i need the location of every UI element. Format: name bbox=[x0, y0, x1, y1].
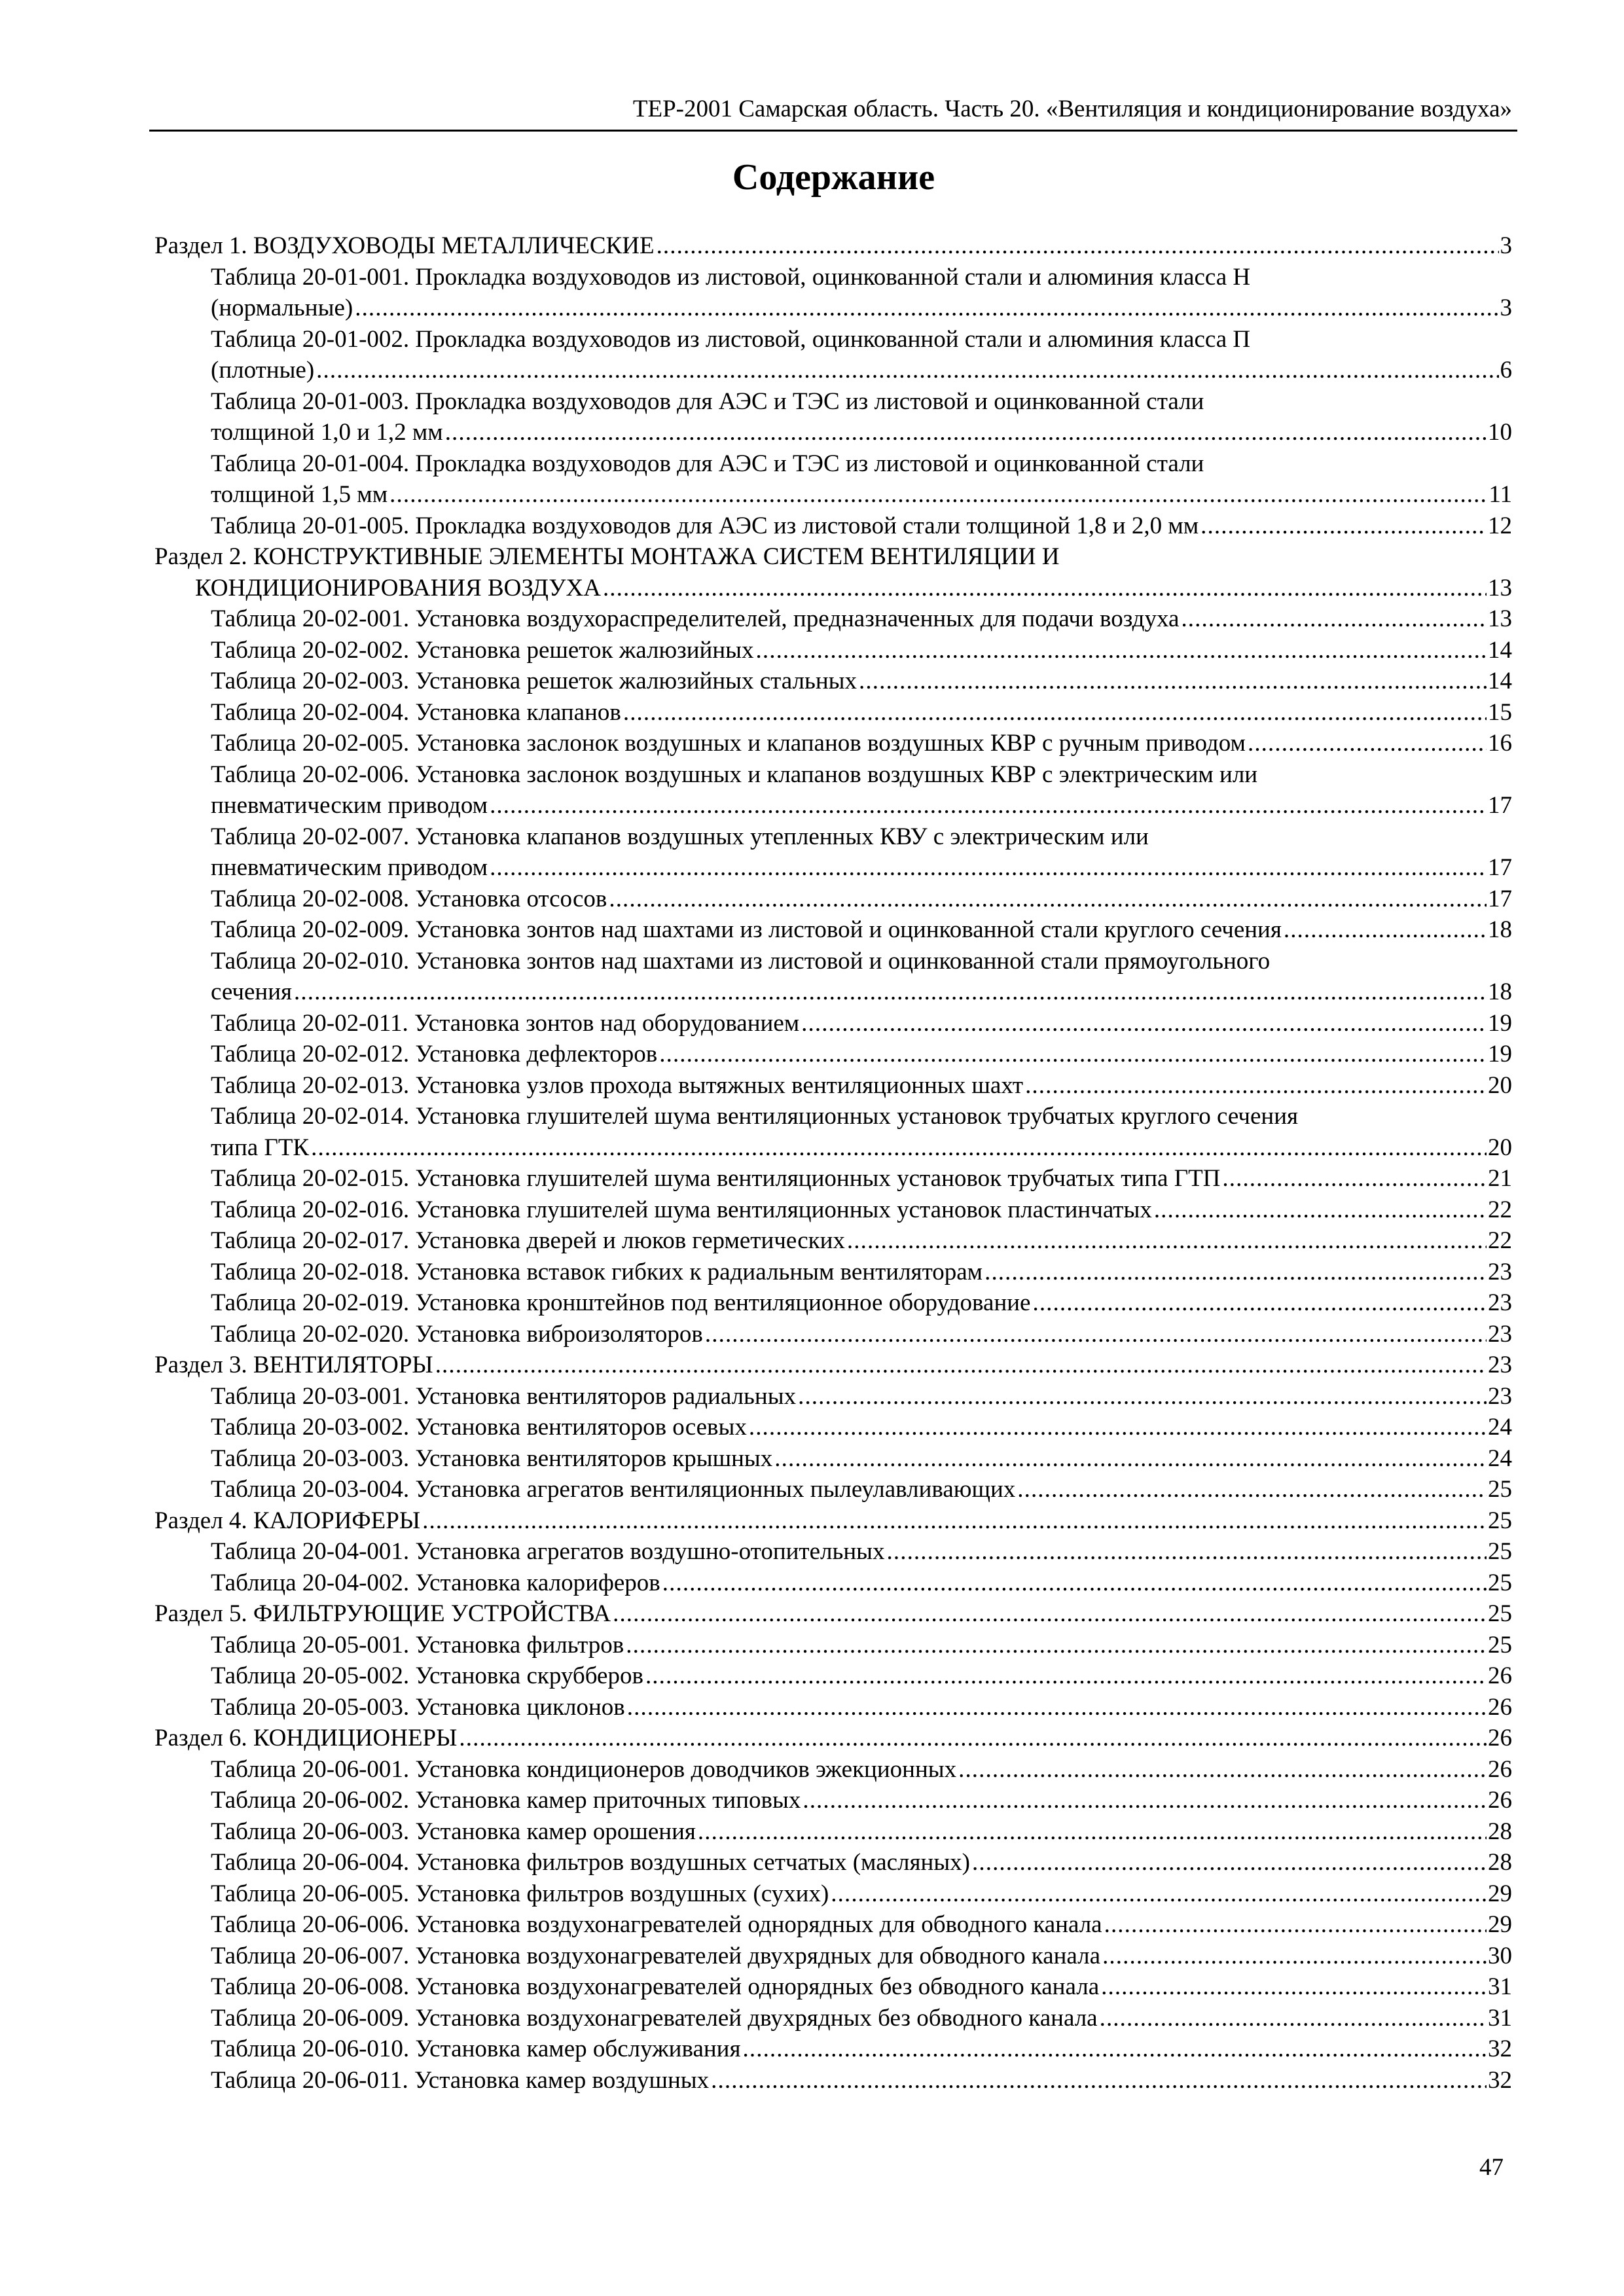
toc-entry-line bbox=[154, 1692, 1512, 1723]
dot-leader bbox=[1154, 1194, 1487, 1226]
toc-page-number: 29 bbox=[1488, 1880, 1512, 1907]
toc-entry-text: Таблица 20-02-012. Установка дефлекторов bbox=[211, 1041, 658, 1067]
toc-table-entry[interactable] bbox=[154, 1660, 1512, 1692]
toc-entry-line bbox=[154, 603, 1512, 635]
toc-table-entry[interactable] bbox=[154, 324, 1512, 386]
toc-entry-text: Раздел 3. ВЕНТИЛЯТОРЫ bbox=[154, 1352, 433, 1378]
toc-page-number: 32 bbox=[1488, 2036, 1512, 2062]
toc-page-number: 26 bbox=[1488, 1755, 1512, 1783]
toc-entry-line bbox=[154, 635, 1512, 666]
toc-entry-line bbox=[154, 417, 1512, 448]
toc-entry-line bbox=[154, 355, 1512, 386]
toc-table-entry[interactable] bbox=[154, 635, 1512, 666]
toc-entry-text: Таблица 20-03-001. Установка вентиляторов радиальных bbox=[211, 1382, 797, 1410]
toc-entry-text: (плотные) bbox=[211, 357, 315, 384]
toc-page-number: 25 bbox=[1488, 1569, 1512, 1596]
toc-entry-text: Таблица 20-05-002. Установка скрубберов bbox=[211, 1662, 643, 1689]
dot-leader bbox=[445, 417, 1487, 448]
toc-page-number: 6 bbox=[1500, 357, 1512, 384]
toc-table-entry[interactable] bbox=[154, 884, 1512, 915]
toc-entry-line bbox=[154, 1039, 1512, 1070]
dot-leader bbox=[355, 293, 1498, 324]
toc-table-entry[interactable] bbox=[154, 1941, 1512, 1972]
toc-table-entry[interactable] bbox=[154, 1536, 1512, 1568]
toc-section[interactable] bbox=[154, 541, 1512, 603]
toc-entry-text: Таблица 20-06-002. Установка камер приточных типовых bbox=[211, 1787, 801, 1814]
toc-entry-line bbox=[154, 2003, 1512, 2034]
dot-leader bbox=[1104, 1909, 1487, 1941]
toc-page-number: 17 bbox=[1488, 854, 1512, 881]
toc-entry-line bbox=[154, 1909, 1512, 1941]
toc-page-number: 28 bbox=[1488, 1818, 1512, 1845]
dot-leader bbox=[958, 1754, 1487, 1785]
toc-page-number: 24 bbox=[1488, 1414, 1512, 1441]
toc-table-entry[interactable] bbox=[154, 1443, 1512, 1475]
toc-table-entry[interactable] bbox=[154, 666, 1512, 697]
toc-page-number: 16 bbox=[1488, 730, 1512, 757]
toc-entry-text: Таблица 20-03-002. Установка вентиляторов осевых bbox=[211, 1414, 747, 1441]
toc-page-number: 25 bbox=[1488, 1631, 1512, 1659]
toc-page-number: 23 bbox=[1488, 1320, 1512, 1348]
toc-entry-line bbox=[154, 1008, 1512, 1039]
toc-entry-text: Таблица 20-06-006. Установка воздухонагревателей однорядных для обводного канала bbox=[211, 1911, 1102, 1938]
toc-entry-text: Таблица 20-04-001. Установка агрегатов воздушно-отопительных bbox=[211, 1538, 885, 1565]
toc-page-number: 23 bbox=[1488, 1352, 1512, 1378]
toc-entry-text: Таблица 20-06-008. Установка воздухонагревателей однорядных без обводного канала bbox=[211, 1973, 1100, 2000]
toc-section[interactable] bbox=[154, 1505, 1512, 1537]
toc-table-entry[interactable] bbox=[154, 1878, 1512, 1910]
toc-table-entry[interactable] bbox=[154, 759, 1512, 821]
dot-leader bbox=[698, 1816, 1487, 1848]
toc-page-number: 30 bbox=[1488, 1942, 1512, 1969]
toc-table-entry[interactable] bbox=[154, 1287, 1512, 1319]
dot-leader bbox=[645, 1660, 1487, 1692]
toc-section[interactable] bbox=[154, 1350, 1512, 1381]
toc-table-entry[interactable] bbox=[154, 1909, 1512, 1941]
toc-table-entry[interactable] bbox=[154, 2003, 1512, 2034]
toc-page-number: 26 bbox=[1488, 1662, 1512, 1689]
dot-leader bbox=[1102, 1941, 1487, 1972]
toc-entry-text: Таблица 20-02-005. Установка заслонок воздушных и клапанов воздушных КВР с ручным приводом bbox=[211, 730, 1246, 757]
toc-entry-text: (нормальные) bbox=[211, 295, 353, 321]
toc-entry-text: Таблица 20-06-007. Установка воздухонагревателей двухрядных для обводного канала bbox=[211, 1942, 1101, 1969]
dot-leader bbox=[311, 1132, 1487, 1164]
toc-entry-text: Таблица 20-06-005. Установка фильтров воздушных (сухих) bbox=[211, 1880, 829, 1907]
toc-entry-line bbox=[154, 1474, 1512, 1505]
toc-entry-line bbox=[154, 1412, 1512, 1443]
toc-entry-text: Таблица 20-02-007. Установка клапанов воздушных утепленных КВУ с электрическим или bbox=[211, 823, 1149, 850]
toc-page-number: 3 bbox=[1500, 232, 1512, 259]
toc-table-entry[interactable] bbox=[154, 1194, 1512, 1226]
toc-table-entry[interactable] bbox=[154, 1163, 1512, 1194]
toc-entry-text: типа ГТК bbox=[211, 1134, 310, 1161]
dot-leader bbox=[659, 1039, 1487, 1070]
dot-leader bbox=[389, 479, 1487, 511]
dot-leader bbox=[1025, 1070, 1487, 1102]
toc-entry-line bbox=[154, 666, 1512, 697]
toc-table-entry[interactable] bbox=[154, 1412, 1512, 1443]
dot-leader bbox=[705, 1319, 1487, 1350]
toc-table-entry[interactable] bbox=[154, 1692, 1512, 1723]
toc-page-number: 26 bbox=[1488, 1693, 1512, 1721]
toc-table-entry[interactable] bbox=[154, 1816, 1512, 1848]
toc-page-number: 11 bbox=[1489, 481, 1512, 508]
toc-entry-line bbox=[154, 1194, 1512, 1226]
toc-entry-text: КОНДИЦИОНИРОВАНИЯ ВОЗДУХА bbox=[195, 574, 601, 601]
toc-table-entry[interactable] bbox=[154, 1754, 1512, 1785]
toc-page-number: 25 bbox=[1488, 1507, 1512, 1534]
toc-page-number: 26 bbox=[1488, 1787, 1512, 1814]
toc-page-number: 31 bbox=[1488, 2004, 1512, 2032]
toc-table-entry[interactable] bbox=[154, 511, 1512, 542]
dot-leader bbox=[798, 1381, 1487, 1412]
toc-table-entry[interactable] bbox=[154, 1474, 1512, 1505]
toc-entry-line bbox=[154, 1816, 1512, 1848]
page-number: 47 bbox=[1479, 2154, 1504, 2181]
toc-page-number: 19 bbox=[1488, 1041, 1512, 1067]
toc-entry-text: Таблица 20-06-004. Установка фильтров воздушных сетчатых (масляных) bbox=[211, 1849, 971, 1876]
toc-table-entry[interactable] bbox=[154, 821, 1512, 884]
toc-table-entry[interactable] bbox=[154, 1630, 1512, 1661]
toc-entry-line bbox=[154, 1754, 1512, 1785]
toc-table-entry[interactable] bbox=[154, 697, 1512, 728]
toc-table-entry[interactable] bbox=[154, 946, 1512, 1008]
toc-entry-line bbox=[154, 2034, 1512, 2065]
dot-leader bbox=[749, 1412, 1487, 1443]
toc-entry-line bbox=[154, 884, 1512, 915]
dot-leader bbox=[1200, 511, 1487, 542]
toc-table-entry[interactable] bbox=[154, 1039, 1512, 1070]
toc-entry-text: Таблица 20-02-008. Установка отсосов bbox=[211, 885, 607, 912]
toc-entry-text: Таблица 20-01-001. Прокладка воздуховодов из листовой, оцинкованной стали и алюминия класса Н bbox=[211, 263, 1251, 291]
toc-page-number: 26 bbox=[1488, 1725, 1512, 1751]
toc-page-number: 22 bbox=[1488, 1227, 1512, 1254]
toc-entry-text: Таблица 20-06-003. Установка камер орошения bbox=[211, 1818, 696, 1845]
toc-entry-text: сечения bbox=[211, 978, 293, 1005]
dot-leader bbox=[613, 1598, 1487, 1630]
toc-entry-text: Таблица 20-01-002. Прокладка воздуховодов из листовой, оцинкованной стали и алюминия класса П bbox=[211, 325, 1251, 353]
toc-entry-line bbox=[154, 790, 1512, 821]
toc-entry-text: Раздел 1. ВОЗДУХОВОДЫ МЕТАЛЛИЧЕСКИЕ bbox=[154, 232, 655, 259]
toc-page-number: 13 bbox=[1488, 574, 1512, 601]
dot-leader bbox=[1222, 1163, 1487, 1194]
toc-entry-text: пневматическим приводом bbox=[211, 792, 488, 819]
toc-entry-text: Таблица 20-02-004. Установка клапанов bbox=[211, 698, 621, 726]
toc-page-number: 21 bbox=[1488, 1165, 1512, 1192]
toc-page-number: 18 bbox=[1488, 916, 1512, 943]
toc-page-number: 31 bbox=[1488, 1973, 1512, 2000]
toc-entry-line bbox=[154, 1878, 1512, 1910]
dot-leader bbox=[1017, 1474, 1487, 1505]
dot-leader bbox=[711, 2065, 1487, 2096]
toc-entry-line bbox=[154, 511, 1512, 542]
toc-page-number: 19 bbox=[1488, 1009, 1512, 1037]
toc-entry-text: Таблица 20-02-019. Установка кронштейнов под вентиляционное оборудование bbox=[211, 1289, 1031, 1316]
toc-entry-line bbox=[154, 1070, 1512, 1102]
toc-entry-line bbox=[154, 573, 1512, 604]
toc-entry-line bbox=[154, 1443, 1512, 1475]
toc-entry-text: Таблица 20-02-002. Установка решеток жалюзийных bbox=[211, 636, 754, 664]
toc-entry-text: пневматическим приводом bbox=[211, 854, 488, 881]
toc-entry-line bbox=[154, 1785, 1512, 1816]
dot-leader bbox=[1248, 728, 1487, 759]
toc-section[interactable] bbox=[154, 230, 1512, 262]
toc-page-number: 17 bbox=[1488, 792, 1512, 819]
dot-leader bbox=[490, 852, 1487, 884]
toc-entry-text: Таблица 20-06-001. Установка кондиционеров доводчиков эжекционных bbox=[211, 1755, 957, 1783]
toc-entry-text: Таблица 20-02-018. Установка вставок гибких к радиальным вентиляторам bbox=[211, 1258, 983, 1285]
toc-page-number: 3 bbox=[1500, 295, 1512, 321]
toc-entry-text: Раздел 4. КАЛОРИФЕРЫ bbox=[154, 1507, 421, 1534]
toc-page-number: 29 bbox=[1488, 1911, 1512, 1938]
dot-leader bbox=[1284, 914, 1487, 946]
dot-leader bbox=[859, 666, 1487, 697]
running-header: ТЕР-2001 Самарская область. Часть 20. «Вентиляция и кондиционирование воздуха» bbox=[632, 96, 1512, 122]
toc-entry-line bbox=[154, 1660, 1512, 1692]
toc-entry-text: Таблица 20-02-009. Установка зонтов над шахтами из листовой и оцинкованной стали круглого сечения bbox=[211, 916, 1282, 943]
toc-table-entry[interactable] bbox=[154, 1008, 1512, 1039]
toc-table-entry[interactable] bbox=[154, 1971, 1512, 2003]
toc-page-number: 23 bbox=[1488, 1382, 1512, 1410]
toc-page-number: 32 bbox=[1488, 2066, 1512, 2094]
toc-section[interactable] bbox=[154, 1598, 1512, 1630]
toc-entry-text: Таблица 20-02-015. Установка глушителей шума вентиляционных установок трубчатых типа ГТП bbox=[211, 1165, 1221, 1192]
toc-entry-line bbox=[154, 1225, 1512, 1257]
toc-entry-text: Таблица 20-02-003. Установка решеток жалюзийных стальных bbox=[211, 668, 857, 694]
toc-entry-line bbox=[154, 977, 1512, 1008]
toc-table-entry[interactable] bbox=[154, 1257, 1512, 1288]
toc-entry-text: Таблица 20-02-017. Установка дверей и люков герметических bbox=[211, 1227, 845, 1254]
page-title: Содержание bbox=[732, 157, 935, 198]
dot-leader bbox=[1181, 603, 1487, 635]
toc-entry-line bbox=[154, 2065, 1512, 2096]
toc-entry-text: Таблица 20-02-006. Установка заслонок воздушных и клапанов воздушных КВР с электрическим или bbox=[211, 761, 1258, 788]
toc-table-entry[interactable] bbox=[154, 262, 1512, 324]
toc-page-number: 24 bbox=[1488, 1444, 1512, 1472]
dot-leader bbox=[662, 1568, 1487, 1599]
toc-entry-line bbox=[154, 1568, 1512, 1599]
dot-leader bbox=[847, 1225, 1487, 1257]
toc-table-entry[interactable] bbox=[154, 2034, 1512, 2065]
toc-table-entry[interactable] bbox=[154, 448, 1512, 511]
toc-entry-text: Раздел 6. КОНДИЦИОНЕРЫ bbox=[154, 1725, 458, 1751]
toc-entry-text: Таблица 20-02-011. Установка зонтов над оборудованием bbox=[211, 1009, 800, 1037]
toc-table-entry[interactable] bbox=[154, 1319, 1512, 1350]
toc-entry-text: толщиной 1,0 и 1,2 мм bbox=[211, 419, 443, 446]
toc-page-number: 15 bbox=[1488, 698, 1512, 726]
toc-entry-text: Таблица 20-02-001. Установка воздухораспределителей, предназначенных для подачи воздуха bbox=[211, 605, 1180, 632]
dot-leader bbox=[801, 1008, 1487, 1039]
toc-table-entry[interactable] bbox=[154, 1225, 1512, 1257]
toc-entry-line bbox=[154, 1598, 1512, 1630]
dot-leader bbox=[316, 355, 1498, 386]
dot-leader bbox=[490, 790, 1487, 821]
dot-leader bbox=[774, 1443, 1487, 1475]
toc-entry-text: Таблица 20-02-016. Установка глушителей шума вентиляционных установок пластинчатых bbox=[211, 1196, 1152, 1223]
toc-table-entry[interactable] bbox=[154, 1070, 1512, 1102]
dot-leader bbox=[294, 977, 1487, 1008]
dot-leader bbox=[984, 1257, 1487, 1288]
toc-entry-line bbox=[154, 1847, 1512, 1878]
toc-page-number: 22 bbox=[1488, 1196, 1512, 1223]
toc-page-number: 17 bbox=[1488, 885, 1512, 912]
toc-table-entry[interactable] bbox=[154, 2065, 1512, 2096]
toc-entry-line bbox=[154, 1163, 1512, 1194]
dot-leader bbox=[1101, 1971, 1487, 2003]
dot-leader bbox=[603, 573, 1487, 604]
toc-table-entry[interactable] bbox=[154, 386, 1512, 448]
dot-leader bbox=[627, 1692, 1487, 1723]
dot-leader bbox=[831, 1878, 1487, 1910]
dot-leader bbox=[803, 1785, 1487, 1816]
dot-leader bbox=[887, 1536, 1487, 1568]
toc-entry-text: Таблица 20-06-009. Установка воздухонагревателей двухрядных без обводного канала bbox=[211, 2004, 1098, 2032]
toc-page-number: 23 bbox=[1488, 1289, 1512, 1316]
toc-table-entry[interactable] bbox=[154, 914, 1512, 946]
toc-entry-text: Таблица 20-03-003. Установка вентиляторов крышных bbox=[211, 1444, 773, 1472]
dot-leader bbox=[435, 1350, 1487, 1381]
header-rule bbox=[149, 130, 1517, 132]
toc-entry-text: Раздел 2. КОНСТРУКТИВНЫЕ ЭЛЕМЕНТЫ МОНТАЖА СИСТЕМ ВЕНТИЛЯЦИИ И bbox=[154, 543, 1060, 570]
toc-entry-line bbox=[154, 728, 1512, 759]
toc-entry-line bbox=[154, 697, 1512, 728]
toc-entry-text: Таблица 20-01-005. Прокладка воздуховодов для АЭС из листовой стали толщиной 1,8 и 2,0 мм bbox=[211, 512, 1199, 539]
dot-leader bbox=[972, 1847, 1487, 1878]
toc-page-number: 20 bbox=[1488, 1071, 1512, 1099]
dot-leader bbox=[1032, 1287, 1487, 1319]
toc-entry-line bbox=[154, 1505, 1512, 1537]
toc-entry-line bbox=[154, 1536, 1512, 1568]
toc-entry-line bbox=[154, 1971, 1512, 2003]
toc-table-entry[interactable] bbox=[154, 1785, 1512, 1816]
toc-entry-text: Раздел 5. ФИЛЬТРУЮЩИЕ УСТРОЙСТВА bbox=[154, 1600, 611, 1627]
toc-entry-line bbox=[154, 1287, 1512, 1319]
toc-entry-line bbox=[154, 1630, 1512, 1661]
toc-entry-text: Таблица 20-03-004. Установка агрегатов вентиляционных пылеулавливающих bbox=[211, 1476, 1016, 1503]
toc-entry-text: Таблица 20-04-002. Установка калориферов bbox=[211, 1569, 660, 1596]
toc-entry-text: Таблица 20-01-004. Прокладка воздуховодов для АЭС и ТЭС из листовой и оцинкованной стали bbox=[211, 450, 1204, 477]
toc-entry-line bbox=[154, 1381, 1512, 1412]
toc-entry-text: Таблица 20-01-003. Прокладка воздуховодов для АЭС и ТЭС из листовой и оцинкованной стали bbox=[211, 387, 1204, 415]
toc-entry-line bbox=[154, 914, 1512, 946]
toc-page-number: 25 bbox=[1488, 1600, 1512, 1627]
toc-page-number: 12 bbox=[1488, 512, 1512, 539]
toc-table-entry[interactable] bbox=[154, 1101, 1512, 1163]
dot-leader bbox=[626, 1630, 1487, 1661]
toc-entry-line bbox=[154, 1941, 1512, 1972]
dot-leader bbox=[609, 884, 1487, 915]
dot-leader bbox=[422, 1505, 1487, 1537]
toc-entry-text: Таблица 20-02-020. Установка виброизоляторов bbox=[211, 1320, 703, 1348]
toc-table-entry[interactable] bbox=[154, 1381, 1512, 1412]
toc-entry-line bbox=[154, 1319, 1512, 1350]
toc-entry-line bbox=[154, 479, 1512, 511]
dot-leader bbox=[1100, 2003, 1487, 2034]
dot-leader bbox=[756, 635, 1487, 666]
toc-page-number: 18 bbox=[1488, 978, 1512, 1005]
toc-entry-text: Таблица 20-02-014. Установка глушителей шума вентиляционных установок трубчатых круглого сечения bbox=[211, 1103, 1299, 1130]
toc-entry-text: Таблица 20-05-003. Установка циклонов bbox=[211, 1693, 625, 1721]
toc-entry-line bbox=[154, 1350, 1512, 1381]
toc-table-entry[interactable] bbox=[154, 1568, 1512, 1599]
toc-entry-text: Таблица 20-06-010. Установка камер обслуживания bbox=[211, 2036, 741, 2062]
toc-page-number: 10 bbox=[1488, 419, 1512, 446]
toc-entry-line bbox=[154, 1257, 1512, 1288]
toc-table-entry[interactable] bbox=[154, 728, 1512, 759]
dot-leader bbox=[743, 2034, 1487, 2065]
dot-leader bbox=[623, 697, 1487, 728]
toc-section[interactable] bbox=[154, 1723, 1512, 1754]
toc-page-number: 28 bbox=[1488, 1849, 1512, 1876]
dot-leader bbox=[459, 1723, 1487, 1754]
toc-entry-line bbox=[154, 293, 1512, 324]
toc-page-number: 14 bbox=[1488, 668, 1512, 694]
toc-page-number: 25 bbox=[1488, 1538, 1512, 1565]
toc-entry-line bbox=[154, 852, 1512, 884]
toc-entry-text: толщиной 1,5 мм bbox=[211, 481, 388, 508]
dot-leader bbox=[657, 230, 1499, 262]
toc-table-entry[interactable] bbox=[154, 1847, 1512, 1878]
toc-page-number: 23 bbox=[1488, 1258, 1512, 1285]
toc-page-number: 13 bbox=[1488, 605, 1512, 632]
table-of-contents bbox=[154, 230, 1512, 2096]
toc-table-entry[interactable] bbox=[154, 603, 1512, 635]
toc-entry-text: Таблица 20-05-001. Установка фильтров bbox=[211, 1631, 624, 1659]
toc-entry-text: Таблица 20-02-010. Установка зонтов над шахтами из листовой и оцинкованной стали прямоугольного bbox=[211, 947, 1271, 975]
toc-entry-text: Таблица 20-06-011. Установка камер воздушных bbox=[211, 2066, 710, 2094]
toc-entry-text: Таблица 20-02-013. Установка узлов прохода вытяжных вентиляционных шахт bbox=[211, 1071, 1024, 1099]
toc-page-number: 14 bbox=[1488, 636, 1512, 664]
toc-entry-line bbox=[154, 1723, 1512, 1754]
toc-page-number: 20 bbox=[1488, 1134, 1512, 1161]
toc-entry-line bbox=[154, 1132, 1512, 1164]
toc-page-number: 25 bbox=[1488, 1476, 1512, 1503]
toc-entry-line bbox=[154, 230, 1512, 262]
